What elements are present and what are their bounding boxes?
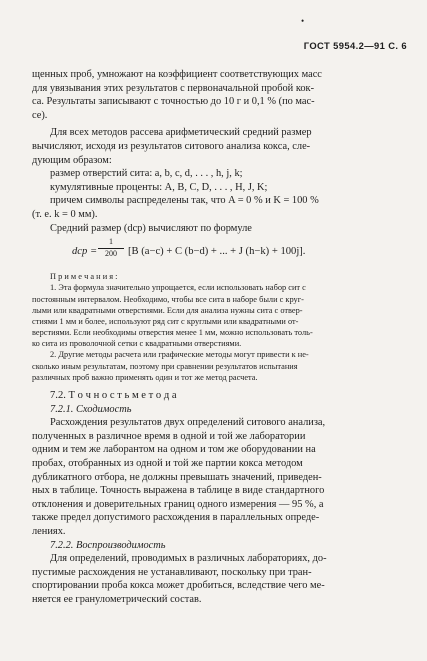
page-body — [32, 68, 405, 607]
page-mark: • — [301, 16, 305, 26]
text-line: кумулятивные проценты: A, B, C, D, . . . , H, J, K; — [50, 181, 268, 193]
note-line: 2. Другие методы расчета или графические методы могут привести к не- — [50, 350, 309, 360]
section-7-2-2 — [32, 539, 405, 553]
text-line: пробах, отобранных из одной и той же партии кокса методом — [32, 457, 303, 469]
text-line: Для определений, проводимых в различных лабораториях, до- — [50, 553, 327, 565]
text-line: щенных проб, умножают на коэффициент соответствующих масс — [32, 69, 322, 80]
text-line: Для всех методов рассева арифметический средний размер — [50, 127, 312, 139]
fraction-denominator: 200 — [105, 249, 117, 259]
text-line: для увязывания этих результатов с первоначальной пробой кок- — [32, 82, 315, 94]
note-line: ко сита из проволочной сетки с квадратными отверстиями. — [32, 339, 242, 349]
text-line: полученных в различное время в одной и той же лаборатории — [32, 430, 306, 442]
subsection-heading: 7.2.2. Воспроизводимость — [50, 539, 166, 551]
notes — [32, 271, 405, 383]
text-line: няется ее гранулометрический состав. — [32, 593, 202, 605]
text-line: ных в таблице. Точность выражена в таблице в виде стандартного — [32, 485, 325, 497]
note-line: сколько иным результатам, поэтому при сравнении результатов испытания — [32, 361, 298, 371]
text-line: пустимые расхождения не устанавливают, поскольку при тран- — [32, 566, 312, 578]
note-line: лыми или квадратными отверстиями. Если для анализа нужны сита с отвер- — [32, 305, 303, 315]
text-line: отклонения и доверительных границ одного измерения — 95 %, а — [32, 498, 324, 510]
definitions — [32, 167, 405, 235]
formula-fraction — [98, 237, 124, 259]
text-line: дубликатного отбора, не должны превышать значений, приведен- — [32, 471, 322, 483]
formula-intro: Средний размер (dср) вычисляют по формуле — [50, 222, 252, 234]
mean-size-formula — [32, 237, 405, 267]
page-header: ГОСТ 5954.2—91 С. 6 — [303, 40, 407, 51]
text-line: размер отверстий сита: a, b, c, d, . . . , h, j, k; — [50, 168, 243, 180]
text-line: спортировании проба кокса может дробиться, вследствие чего ме- — [32, 580, 325, 592]
notes-title: П р и м е ч а н и я : — [50, 272, 118, 282]
fraction-numerator: 1 — [98, 237, 124, 249]
formula-rhs: [B (a−c) + C (b−d) + ... + J (h−k) + 100j]. — [128, 246, 306, 258]
text-line: вычисляют, исходя из результатов ситового анализа кокса, сле- — [32, 140, 311, 152]
section-7-2 — [32, 389, 405, 416]
text-line: дующим образом: — [32, 154, 112, 166]
note-line: верстиями. Если необходимы отверстия менее 1 мм, можно использовать толь- — [32, 328, 313, 338]
text-line: причем символы распределены так, что A = 0 % и K = 100 % — [50, 195, 319, 207]
text-line: также предел допустимого расхождения в параллельных опреде- — [32, 512, 320, 524]
text-line: са. Результаты записывают с точностью до 10 г и 0,1 % (по мас- — [32, 96, 315, 108]
section-heading: 7.2. Т о ч н о с т ь м е т о д а — [50, 390, 177, 401]
text-line: лениях. — [32, 525, 66, 537]
text-line: Расхождения результатов двух определений ситового анализа, — [50, 417, 326, 429]
text-line: (т. е. k = 0 мм). — [32, 208, 98, 220]
paragraph-3 — [32, 416, 405, 538]
formula-lhs: dср = — [72, 246, 98, 258]
paragraph-4 — [32, 552, 405, 606]
text-line: се). — [32, 109, 48, 121]
paragraph-1 — [32, 68, 405, 122]
note-line: различных проб важно применять один и тот же метод расчета. — [32, 372, 258, 382]
note-line: 1. Эта формула значительно упрощается, если использовать набор сит с — [50, 283, 306, 293]
note-line: стиями 1 мм и более, используют ряд сит с круглыми или квадратными от- — [32, 316, 299, 326]
text-line: одним и тем же лаборантом на одном и том же оборудовании на — [32, 444, 316, 456]
note-line: постоянным интервалом. Необходимо, чтобы все сита в наборе были с круг- — [32, 294, 304, 304]
subsection-heading: 7.2.1. Сходимость — [50, 403, 132, 415]
paragraph-2 — [32, 126, 405, 167]
